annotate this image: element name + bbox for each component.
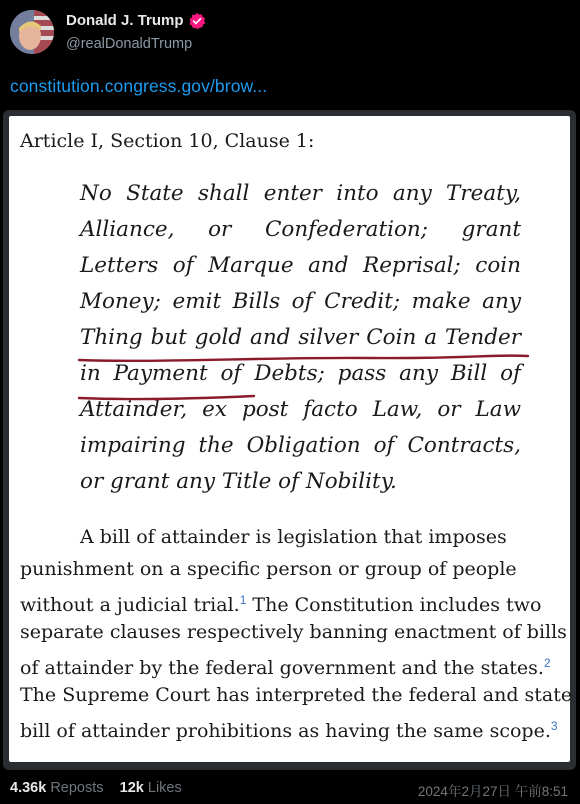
body-fragment: without a judicial trial. — [20, 594, 240, 616]
document-image — [9, 116, 573, 762]
body-line — [20, 585, 561, 617]
verified-badge-icon — [188, 12, 206, 30]
quote-line: in Payment of Debts; pass any Bill of — [80, 361, 521, 386]
user-handle[interactable]: @realDonaldTrump — [66, 36, 193, 52]
avatar[interactable] — [10, 10, 54, 54]
quote-line: Alliance, or Confederation; grant — [80, 217, 521, 242]
body-fragment: The Constitution includes two — [246, 594, 542, 616]
body-line: separate clauses respectively banning enactment of bills — [20, 620, 567, 643]
footnote-3[interactable]: 3 — [550, 719, 558, 733]
post-timestamp[interactable]: 2024年2月27日 午前8:51 — [417, 784, 568, 799]
quote-line: Thing but gold and silver Coin a Tender — [80, 325, 521, 350]
display-name[interactable]: Donald J. Trump — [66, 12, 184, 29]
footnote-2[interactable]: 2 — [543, 656, 551, 670]
body-line: punishment on a specific person or group of people — [20, 557, 517, 580]
document-heading: Article I, Section 10, Clause 1: — [20, 130, 315, 152]
post-header — [10, 8, 570, 56]
likes-count: 12k — [119, 780, 144, 796]
constitution-quote — [80, 176, 521, 500]
body-line: A bill of attainder is legislation that imposes — [80, 526, 507, 548]
reposts-count: 4.36k — [10, 780, 47, 796]
quote-line: impairing the Obligation of Contracts, — [80, 433, 521, 458]
body-line — [20, 711, 561, 743]
post-stats — [10, 780, 570, 799]
reposts-label: Reposts — [50, 780, 104, 796]
body-fragment: bill of attainder prohibitions as having the same scope. — [20, 720, 551, 742]
quote-line: Letters of Marque and Reprisal; coin — [80, 253, 521, 278]
body-line: The Supreme Court has interpreted the federal and state — [20, 683, 573, 706]
quote-line: Money; emit Bills of Credit; make any — [80, 289, 521, 314]
media-card[interactable] — [3, 110, 576, 770]
body-line — [20, 648, 561, 680]
body-fragment: of attainder by the federal government and the states. — [20, 657, 544, 679]
explanation-text — [20, 522, 573, 743]
reposts-stat[interactable] — [10, 780, 104, 796]
quote-line: Attainder, ex post facto Law, or Law — [80, 397, 521, 422]
post-link[interactable]: constitution.congress.gov/brow... — [10, 76, 268, 96]
quote-line: No State shall enter into any Treaty, — [80, 181, 521, 206]
likes-label: Likes — [147, 780, 182, 796]
avatar-image — [10, 10, 54, 54]
footnote-1[interactable]: 1 — [239, 593, 247, 607]
likes-stat[interactable] — [120, 780, 182, 796]
quote-line: or grant any Title of Nobility. — [80, 469, 397, 494]
